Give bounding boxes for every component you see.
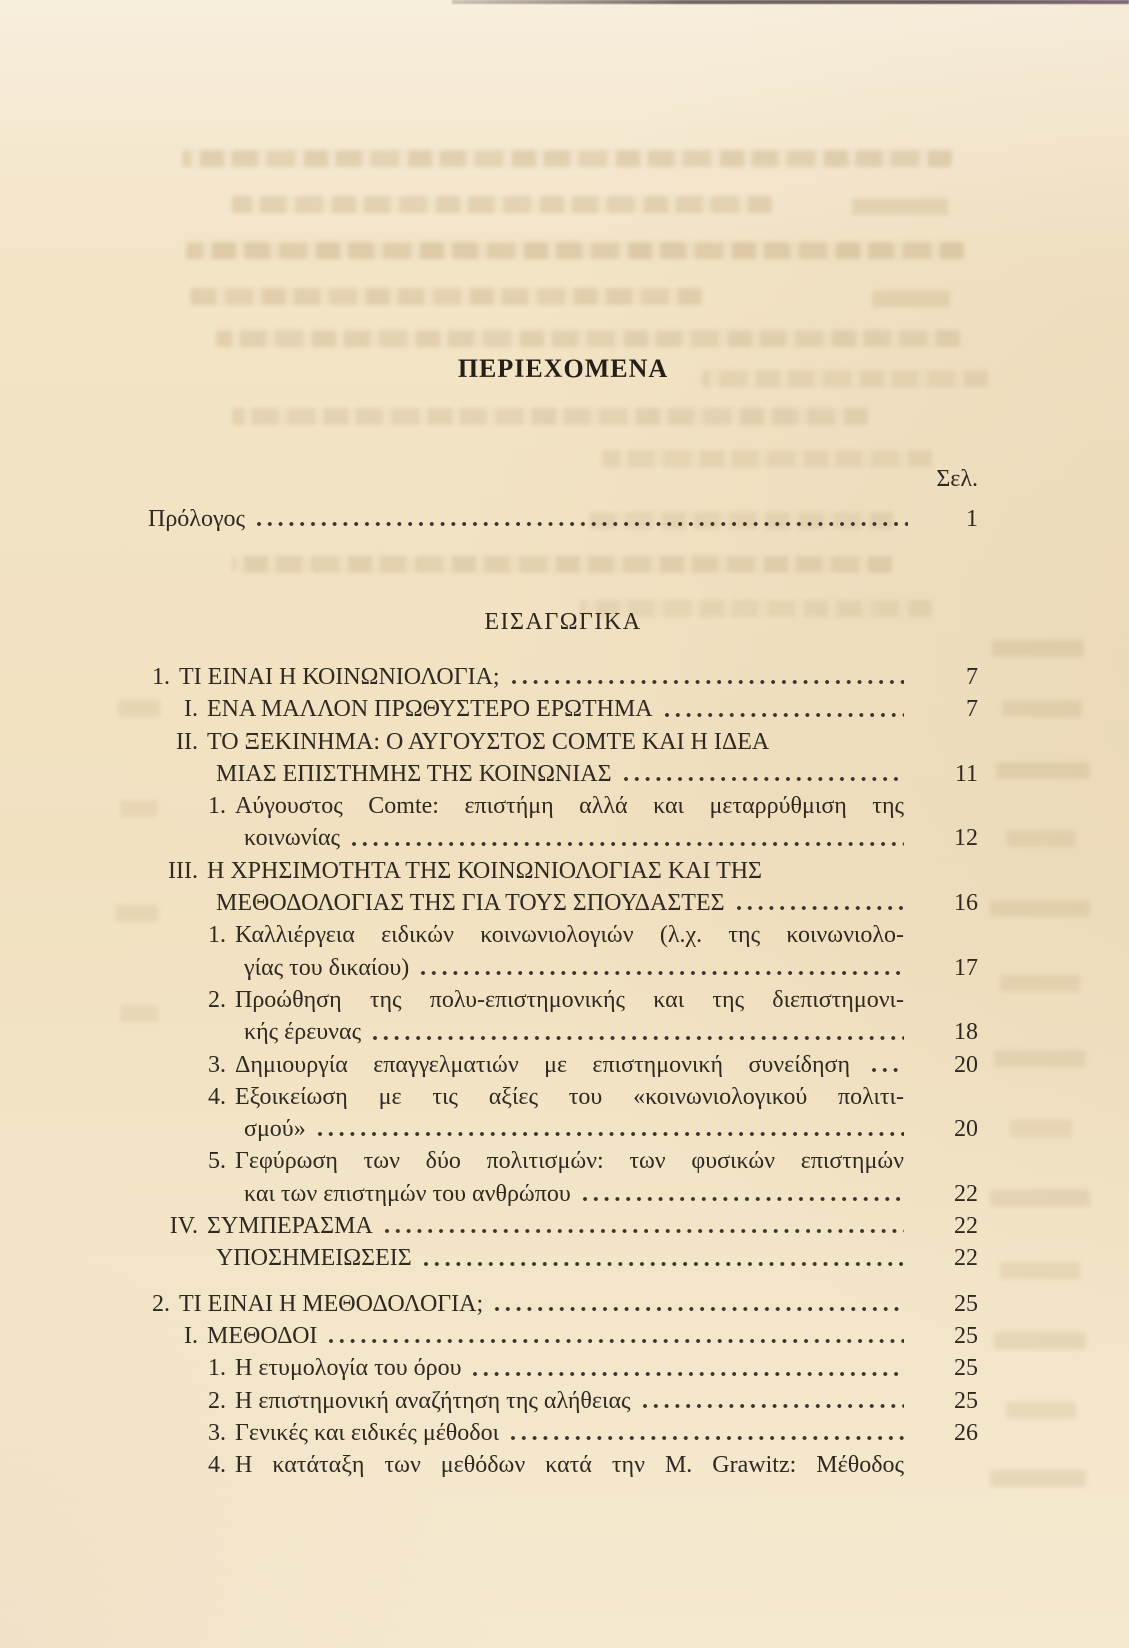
bleedthrough-mark: [216, 330, 960, 347]
entry-text: γίας του δικαίου): [244, 954, 410, 981]
entry-text: ΣΥΜΠΕΡΑΣΜΑ: [207, 1213, 373, 1240]
toc-row: [148, 1049, 978, 1081]
dot-leader: [316, 1130, 904, 1139]
dot-leader: [641, 1402, 904, 1411]
entry-text: και των επιστημών του ανθρώπου: [244, 1180, 571, 1207]
toc-row: [148, 1288, 978, 1320]
toc-row: [148, 1016, 978, 1048]
entry-marker: 1.: [152, 664, 170, 690]
bleedthrough-mark: [990, 900, 1090, 917]
entry-page: 7: [966, 696, 978, 723]
bleedthrough-mark: [232, 408, 868, 425]
dot-leader: [471, 1370, 904, 1379]
entry-page: 22: [954, 1245, 978, 1272]
entry-marker: 4.: [208, 1083, 226, 1110]
toc-row: [148, 822, 978, 854]
toc-row: [148, 726, 978, 758]
toc-row: [148, 1178, 978, 1210]
entry-text: Η κατάταξη των μεθόδων κατά την M. Grawitz: Μέθοδος: [235, 1452, 904, 1479]
bleedthrough-mark: [872, 290, 950, 307]
toc-row: [148, 984, 978, 1016]
dot-leader: [255, 520, 908, 529]
entry-text: ΕΝΑ ΜΑΛΛΟΝ ΠΡΩΘΥΣΤΕΡΟ ΕΡΩΤΗΜΑ: [207, 696, 653, 723]
bleedthrough-mark: [602, 450, 932, 467]
bleedthrough-mark: [232, 196, 772, 213]
entry-marker: 2.: [208, 986, 226, 1013]
dot-leader: [371, 1034, 904, 1043]
bleedthrough-mark: [994, 1332, 1086, 1349]
dot-leader: [327, 1337, 904, 1346]
scan-edge-shadow: [452, 0, 1129, 4]
dot-leader: [735, 904, 904, 913]
entry-text: Καλλιέργεια ειδικών κοινωνιολογιών (λ.χ. της κοινωνιολο-: [235, 922, 904, 949]
entry-marker: I.: [184, 696, 198, 723]
bleedthrough-mark: [990, 1470, 1086, 1487]
dot-leader: [350, 840, 904, 849]
entry-page: 16: [954, 890, 978, 917]
bleedthrough-mark: [1010, 1120, 1072, 1137]
dot-leader: [581, 1195, 904, 1204]
entry-marker: 5.: [208, 1148, 226, 1175]
toc-row: [148, 1145, 978, 1177]
entry-marker: 1.: [208, 793, 226, 820]
dot-leader: [622, 775, 904, 784]
toc-row: [148, 1352, 978, 1384]
entry-text: Γενικές και ειδικές μέθοδοι: [235, 1419, 500, 1446]
dot-leader: [510, 678, 904, 687]
bleedthrough-mark: [1000, 975, 1080, 992]
entry-page: 22: [954, 1213, 978, 1240]
dot-leader: [493, 1305, 904, 1314]
entry-text: ΤΙ ΕΙΝΑΙ Η ΜΕΘΟΔΟΛΟΓΙΑ;: [179, 1290, 484, 1317]
entry-marker: 4.: [208, 1452, 226, 1479]
toc-entries: [148, 661, 978, 1481]
bleedthrough-mark: [182, 150, 952, 167]
entry-marker: IV.: [169, 1213, 198, 1240]
toc-row: [148, 1449, 978, 1481]
entry-marker: 3.: [208, 1051, 226, 1078]
entry-page: 1: [966, 506, 978, 532]
entry-page: 17: [954, 954, 978, 981]
entry-marker: III.: [168, 857, 198, 884]
bleedthrough-mark: [1006, 1402, 1076, 1419]
entry-page: 18: [954, 1019, 978, 1046]
dot-leader: [422, 1260, 904, 1269]
entry-text: Προώθηση της πολυ-επιστημονικής και της διεπιστημονι-: [235, 986, 904, 1013]
entry-text: κής έρευνας: [244, 1019, 362, 1046]
entry-page: 20: [954, 1051, 978, 1078]
entry-text: ΜΕΘΟΔΟΛΟΓΙΑΣ ΤΗΣ ΓΙΑ ΤΟΥΣ ΣΠΟΥΔΑΣΤΕΣ: [216, 890, 725, 917]
bleedthrough-mark: [1000, 1262, 1080, 1279]
dot-leader: [509, 1434, 904, 1443]
entry-page: 25: [954, 1322, 978, 1349]
entry-marker: 1.: [208, 1355, 226, 1382]
entry-page: 22: [954, 1180, 978, 1207]
toc-row: [148, 1113, 978, 1145]
toc-row: [148, 1210, 978, 1242]
toc-row: [148, 1320, 978, 1352]
entry-text: κοινωνίας: [244, 825, 341, 852]
bleedthrough-mark: [1006, 830, 1076, 847]
entry-text: Η επιστημονική αναζήτηση της αλήθειας: [235, 1387, 631, 1414]
entry-text: Δημιουργία επαγγελματιών με επιστημονική συνείδηση: [235, 1051, 850, 1078]
entry-text: ΜΙΑΣ ΕΠΙΣΤΗΜΗΣ ΤΗΣ ΚΟΙΝΩΝΙΑΣ: [216, 760, 612, 787]
toc-row: [148, 790, 978, 822]
entry-marker: I.: [184, 1322, 198, 1349]
bleedthrough-mark: [1002, 700, 1082, 717]
entry-text: Η ετυμολογία του όρου: [235, 1355, 462, 1382]
entry-text: ΤΙ ΕΙΝΑΙ Η ΚΟΙΝΩΝΙΟΛΟΓΙΑ;: [179, 664, 500, 690]
dot-leader: [663, 711, 904, 720]
toc-row: [148, 1417, 978, 1449]
entry-text: σμού»: [244, 1116, 306, 1143]
entry-text: Αύγουστος Comte: επιστήμη αλλά και μεταρρύθμιση της: [235, 793, 904, 820]
page-column-label: Σελ.: [936, 466, 978, 492]
bleedthrough-mark: [992, 640, 1084, 657]
toc-entry-prologue: [148, 503, 978, 535]
dot-leader: [870, 1066, 904, 1075]
bleedthrough-mark: [190, 288, 702, 305]
entry-page: 25: [954, 1355, 978, 1382]
entry-marker: II.: [176, 728, 198, 755]
bleedthrough-mark: [852, 198, 948, 215]
entry-page: 7: [966, 664, 978, 690]
bleedthrough-mark: [186, 242, 964, 259]
dot-leader: [383, 1227, 904, 1236]
entry-text: ΤΟ ΞΕΚΙΝΗΜΑ: Ο ΑΥΓΟΥΣΤΟΣ COMTE ΚΑΙ Η ΙΔΕΑ: [207, 728, 770, 755]
entry-marker: 3.: [208, 1419, 226, 1446]
entry-marker: 2.: [208, 1387, 226, 1414]
dot-leader: [419, 969, 904, 978]
entry-text: Η ΧΡΗΣΙΜΟΤΗΤΑ ΤΗΣ ΚΟΙΝΩΝΙΟΛΟΓΙΑΣ ΚΑΙ ΤΗΣ: [207, 857, 763, 884]
toc-row: [148, 693, 978, 725]
toc-row: [148, 661, 978, 693]
entry-text: Γεφύρωση των δύο πολιτισμών: των φυσικών επιστημών: [235, 1148, 904, 1175]
toc-row: [148, 758, 978, 790]
bleedthrough-mark: [990, 1190, 1090, 1207]
toc-row: [148, 952, 978, 984]
toc-row: [148, 1385, 978, 1417]
entry-page: 11: [954, 760, 978, 787]
entry-marker: 2.: [152, 1290, 170, 1317]
toc-row: [148, 1242, 978, 1274]
section-heading: ΕΙΣΑΓΩΓΙΚΑ: [484, 609, 642, 635]
page-title: ΠΕΡΙΕΧΟΜΕΝΑ: [457, 354, 669, 383]
bleedthrough-mark: [232, 556, 892, 573]
entry-page: 26: [954, 1419, 978, 1446]
entry-page: 20: [954, 1116, 978, 1143]
entry-marker: 1.: [208, 922, 226, 949]
bleedthrough-mark: [994, 1050, 1086, 1067]
bleedthrough-mark: [996, 762, 1090, 779]
toc-row: [148, 1081, 978, 1113]
entry-page: 12: [954, 825, 978, 852]
toc-row: [148, 887, 978, 919]
entry-text: Πρόλογος: [148, 506, 246, 532]
entry-page: 25: [954, 1290, 978, 1317]
entry-text: ΜΕΘΟΔΟΙ: [207, 1322, 318, 1349]
entry-text: Εξοικείωση με τις αξίες του «κοινωνιολογικού πολιτι-: [235, 1083, 904, 1110]
entry-page: 25: [954, 1387, 978, 1414]
entry-text: ΥΠΟΣΗΜΕΙΩΣΕΙΣ: [216, 1245, 412, 1272]
toc-row: [148, 855, 978, 887]
toc-row: [148, 919, 978, 951]
